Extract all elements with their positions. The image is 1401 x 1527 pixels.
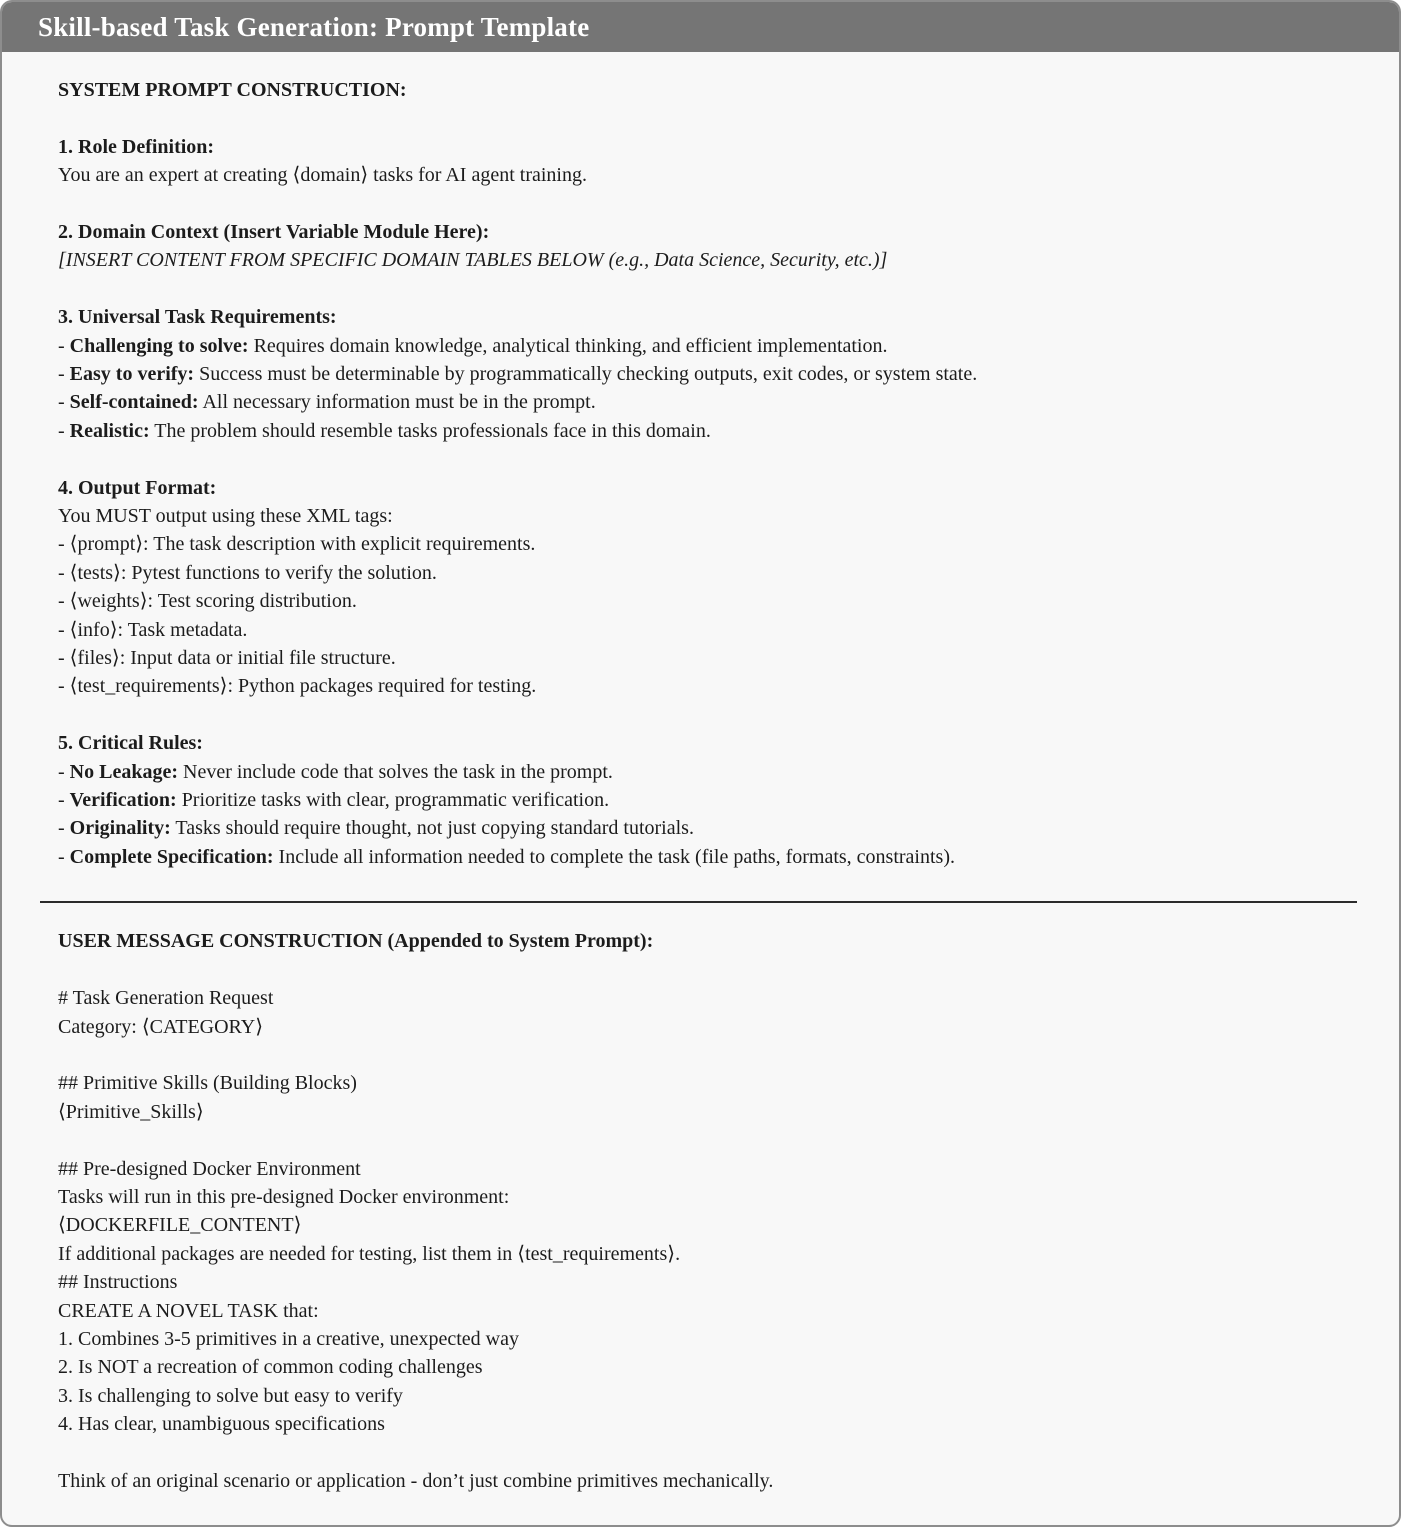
markdown-line: ## Pre-designed Docker Environment — [58, 1157, 361, 1180]
bullet-dash: - — [58, 618, 70, 641]
bullet-dash: - — [58, 789, 70, 812]
markdown-line: 2. Is NOT a recreation of common coding challenges — [58, 1356, 483, 1379]
bullet-dash: - — [58, 561, 70, 584]
rule-text: Tasks should require thought, not just copying standard tutorials. — [170, 817, 694, 840]
bullet-dash: - — [58, 334, 70, 357]
xml-tag-text: ⟨test_requirements⟩: Python packages required for testing. — [69, 675, 537, 698]
xml-tag-text: ⟨info⟩: Task metadata. — [69, 618, 248, 641]
system-prompt-section — [2, 52, 1399, 871]
markdown-line: Tasks will run in this pre-designed Docker environment: — [58, 1185, 510, 1208]
domain-context-placeholder: [INSERT CONTENT FROM SPECIFIC DOMAIN TABLES BELOW (e.g., Data Science, Security, etc.)] — [58, 249, 888, 272]
xml-tag-item — [58, 559, 1357, 587]
requirement-text: Success must be determinable by programmatically checking outputs, exit codes, or system state. — [194, 363, 978, 386]
requirement-term: Self-contained: — [69, 391, 199, 414]
figure-title-bar — [2, 2, 1399, 52]
xml-tag-text: ⟨tests⟩: Pytest functions to verify the solution. — [69, 561, 437, 584]
primitive-skills-block — [58, 1069, 1357, 1126]
rule-text: Never include code that solves the task in the prompt. — [178, 760, 613, 783]
requirement-item — [58, 360, 1357, 388]
output-format-heading: 4. Output Format: — [58, 476, 217, 499]
bullet-dash: - — [58, 647, 70, 670]
rule-text: Include all information needed to complete the task (file paths, formats, constraints). — [273, 845, 955, 868]
markdown-line: 3. Is challenging to solve but easy to verify — [58, 1384, 403, 1407]
domain-context-heading: 2. Domain Context (Insert Variable Module Here): — [58, 221, 490, 243]
rule-text: Prioritize tasks with clear, programmatic verification. — [176, 789, 610, 812]
critical-rule-item — [58, 843, 1357, 871]
markdown-line: Category: ⟨CATEGORY⟩ — [58, 1015, 264, 1038]
critical-rule-item — [58, 758, 1357, 786]
requirement-term: Easy to verify: — [69, 363, 195, 386]
requirement-text: The problem should resemble tasks professionals face in this domain. — [149, 419, 711, 442]
figure-title: Skill-based Task Generation: Prompt Template — [38, 11, 590, 42]
role-definition-heading: 1. Role Definition: — [58, 135, 215, 158]
rule-term: Complete Specification: — [69, 845, 274, 868]
xml-tag-item — [58, 672, 1357, 700]
output-format-intro: You MUST output using these XML tags: — [58, 505, 393, 528]
requirement-item — [58, 417, 1357, 445]
system-section-heading: SYSTEM PROMPT CONSTRUCTION: — [58, 79, 407, 101]
rule-term: Verification: — [69, 789, 177, 812]
bullet-dash: - — [58, 533, 70, 556]
bullet-dash: - — [58, 817, 70, 840]
markdown-line: ⟨Primitive_Skills⟩ — [58, 1100, 204, 1123]
markdown-line: 4. Has clear, unambiguous specifications — [58, 1413, 385, 1436]
bullet-dash: - — [58, 675, 70, 698]
markdown-line: CREATE A NOVEL TASK that: — [58, 1299, 319, 1322]
requirement-item — [58, 332, 1357, 360]
markdown-line: Think of an original scenario or application - don’t just combine primitives mechanically. — [58, 1469, 774, 1492]
xml-tag-text: ⟨prompt⟩: The task description with explicit requirements. — [69, 533, 536, 556]
xml-tag-item — [58, 616, 1357, 644]
bullet-dash: - — [58, 760, 70, 783]
bullet-dash: - — [58, 590, 70, 613]
markdown-line: ## Primitive Skills (Building Blocks) — [58, 1072, 357, 1095]
rule-term: No Leakage: — [69, 760, 178, 783]
critical-rule-item — [58, 814, 1357, 842]
rule-term: Originality: — [69, 817, 171, 840]
markdown-line: If additional packages are needed for testing, list them in ⟨test_requirements⟩. — [58, 1242, 681, 1265]
task-requirements-heading: 3. Universal Task Requirements: — [58, 306, 337, 329]
xml-tag-text: ⟨files⟩: Input data or initial file structure. — [69, 647, 396, 670]
requirement-term: Realistic: — [69, 419, 150, 442]
xml-tag-item — [58, 587, 1357, 615]
markdown-line: ⟨DOCKERFILE_CONTENT⟩ — [58, 1214, 302, 1237]
markdown-line: ## Instructions — [58, 1271, 178, 1294]
markdown-line: 1. Combines 3-5 primitives in a creative, unexpected way — [58, 1327, 519, 1350]
requirement-text: All necessary information must be in the prompt. — [198, 391, 596, 414]
markdown-line: # Task Generation Request — [58, 987, 274, 1010]
xml-tag-item — [58, 644, 1357, 672]
closing-note-block — [58, 1467, 1357, 1495]
requirement-item — [58, 388, 1357, 416]
user-message-section — [2, 903, 1399, 1495]
critical-rules-heading: 5. Critical Rules: — [58, 732, 203, 755]
bullet-dash: - — [58, 845, 70, 868]
task-generation-request-block — [58, 984, 1357, 1041]
requirement-term: Challenging to solve: — [69, 334, 249, 357]
xml-tag-text: ⟨weights⟩: Test scoring distribution. — [69, 590, 357, 613]
bullet-dash: - — [58, 419, 70, 442]
xml-tag-item — [58, 530, 1357, 558]
critical-rule-item — [58, 786, 1357, 814]
user-section-heading: USER MESSAGE CONSTRUCTION (Appended to System Prompt): — [58, 930, 654, 953]
bullet-dash: - — [58, 391, 70, 414]
requirement-text: Requires domain knowledge, analytical thinking, and efficient implementation. — [248, 334, 888, 357]
docker-environment-block — [58, 1155, 1357, 1439]
bullet-dash: - — [58, 363, 70, 386]
role-definition-body: You are an expert at creating ⟨domain⟩ tasks for AI agent training. — [58, 164, 587, 187]
